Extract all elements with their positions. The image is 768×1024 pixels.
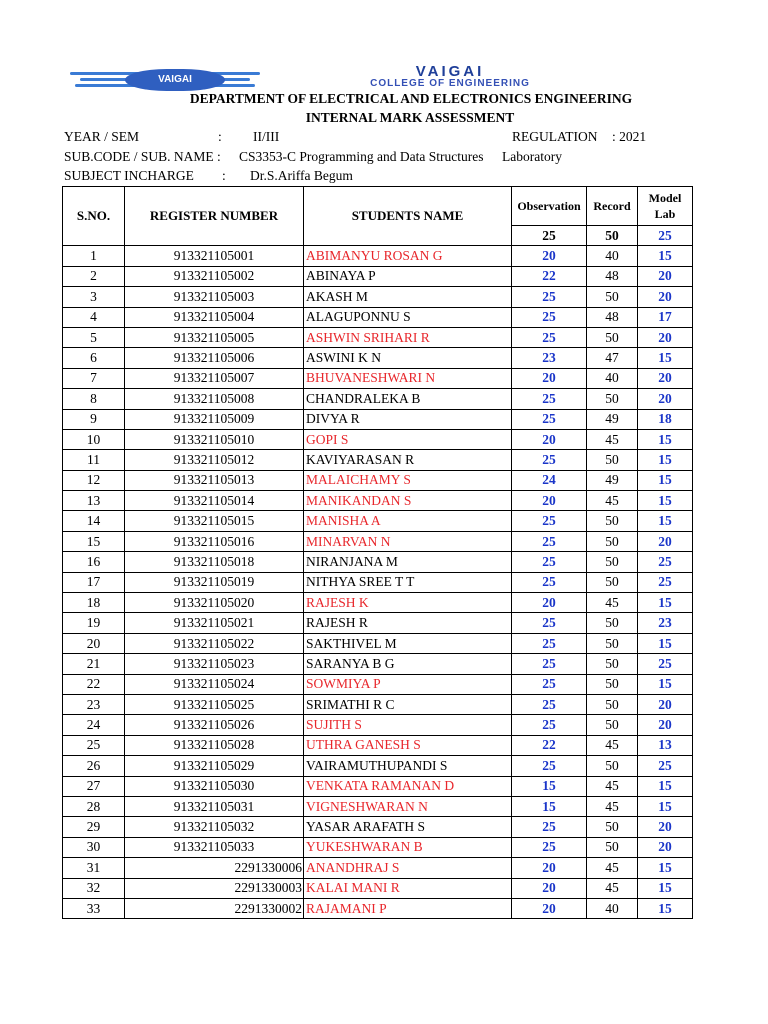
- header-sno: S.NO.: [63, 187, 125, 246]
- table-row: [63, 531, 693, 551]
- row-sno: 17: [63, 572, 125, 592]
- row-model-lab: 20: [638, 327, 693, 347]
- row-student-name: MANIKANDAN S: [304, 491, 512, 511]
- row-record: 49: [587, 470, 638, 490]
- row-student-name: RAJESH K: [304, 593, 512, 613]
- row-student-name: SAKTHIVEL M: [304, 633, 512, 653]
- row-model-lab: 20: [638, 531, 693, 551]
- row-register-number: 913321105022: [125, 633, 304, 653]
- row-register-number: 913321105004: [125, 307, 304, 327]
- row-sno: 24: [63, 715, 125, 735]
- row-student-name: SOWMIYA P: [304, 674, 512, 694]
- table-row: [63, 674, 693, 694]
- table-row: [63, 878, 693, 898]
- row-student-name: VAIRAMUTHUPANDI S: [304, 756, 512, 776]
- row-model-lab: 15: [638, 674, 693, 694]
- row-sno: 23: [63, 694, 125, 714]
- row-sno: 5: [63, 327, 125, 347]
- table-row: [63, 266, 693, 286]
- row-sno: 28: [63, 796, 125, 816]
- regulation-label: REGULATION: [512, 129, 598, 144]
- row-record: 50: [587, 715, 638, 735]
- table-row: [63, 511, 693, 531]
- row-sno: 16: [63, 552, 125, 572]
- row-record: 50: [587, 511, 638, 531]
- logo-subtitle: COLLEGE OF ENGINEERING: [370, 78, 530, 89]
- row-register-number: 2291330003: [125, 878, 304, 898]
- row-observation: 20: [512, 429, 587, 449]
- row-register-number: 913321105007: [125, 368, 304, 388]
- row-model-lab: 15: [638, 593, 693, 613]
- row-student-name: VIGNESHWARAN N: [304, 796, 512, 816]
- row-observation: 22: [512, 735, 587, 755]
- row-model-lab: 15: [638, 858, 693, 878]
- document-title: INTERNAL MARK ASSESSMENT: [305, 110, 515, 125]
- table-row: [63, 429, 693, 449]
- row-student-name: NITHYA SREE T T: [304, 572, 512, 592]
- row-register-number: 913321105019: [125, 572, 304, 592]
- row-sno: 12: [63, 470, 125, 490]
- row-observation: 25: [512, 715, 587, 735]
- row-record: 45: [587, 593, 638, 613]
- max-model-lab: 25: [638, 226, 693, 246]
- row-student-name: VENKATA RAMANAN D: [304, 776, 512, 796]
- row-observation: 20: [512, 246, 587, 266]
- row-model-lab: 25: [638, 756, 693, 776]
- logo-emblem: [70, 66, 270, 94]
- row-record: 49: [587, 409, 638, 429]
- table-row: [63, 450, 693, 470]
- row-observation: 25: [512, 450, 587, 470]
- table-row: [63, 246, 693, 266]
- logo-title: VAIGAI: [415, 63, 485, 80]
- row-model-lab: 20: [638, 694, 693, 714]
- row-model-lab: 25: [638, 654, 693, 674]
- row-student-name: YASAR ARAFATH S: [304, 817, 512, 837]
- row-student-name: KAVIYARASAN R: [304, 450, 512, 470]
- row-sno: 1: [63, 246, 125, 266]
- row-register-number: 913321105003: [125, 287, 304, 307]
- row-model-lab: 15: [638, 878, 693, 898]
- table-row: [63, 287, 693, 307]
- row-student-name: BHUVANESHWARI N: [304, 368, 512, 388]
- table-row: [63, 470, 693, 490]
- table-row: [63, 715, 693, 735]
- row-student-name: NIRANJANA M: [304, 552, 512, 572]
- row-register-number: 913321105031: [125, 796, 304, 816]
- row-model-lab: 17: [638, 307, 693, 327]
- table-row: [63, 368, 693, 388]
- row-sno: 3: [63, 287, 125, 307]
- table-row: [63, 572, 693, 592]
- row-record: 50: [587, 572, 638, 592]
- row-student-name: GOPI S: [304, 429, 512, 449]
- row-record: 50: [587, 287, 638, 307]
- row-observation: 25: [512, 327, 587, 347]
- row-sno: 10: [63, 429, 125, 449]
- row-observation: 20: [512, 878, 587, 898]
- row-observation: 20: [512, 491, 587, 511]
- row-model-lab: 15: [638, 796, 693, 816]
- row-observation: 25: [512, 552, 587, 572]
- row-observation: 25: [512, 409, 587, 429]
- row-register-number: 913321105024: [125, 674, 304, 694]
- year-colon: :: [218, 129, 222, 144]
- row-record: 45: [587, 429, 638, 449]
- row-model-lab: 15: [638, 491, 693, 511]
- row-register-number: 913321105008: [125, 389, 304, 409]
- row-sno: 27: [63, 776, 125, 796]
- row-record: 45: [587, 858, 638, 878]
- row-register-number: 913321105025: [125, 694, 304, 714]
- row-model-lab: 15: [638, 776, 693, 796]
- table-row: [63, 694, 693, 714]
- row-register-number: 913321105001: [125, 246, 304, 266]
- row-student-name: RAJESH R: [304, 613, 512, 633]
- table-row: [63, 409, 693, 429]
- row-record: 48: [587, 307, 638, 327]
- row-sno: 32: [63, 878, 125, 898]
- incharge-label: SUBJECT INCHARGE: [64, 168, 194, 183]
- row-observation: 25: [512, 389, 587, 409]
- table-row: [63, 552, 693, 572]
- row-model-lab: 15: [638, 246, 693, 266]
- row-student-name: MINARVAN N: [304, 531, 512, 551]
- row-sno: 19: [63, 613, 125, 633]
- row-student-name: SRIMATHI R C: [304, 694, 512, 714]
- row-observation: 25: [512, 613, 587, 633]
- subject-value: CS3353-C Programming and Data Structures: [239, 149, 484, 164]
- table-row: [63, 613, 693, 633]
- row-sno: 7: [63, 368, 125, 388]
- row-sno: 14: [63, 511, 125, 531]
- row-record: 40: [587, 246, 638, 266]
- row-student-name: ABIMANYU ROSAN G: [304, 246, 512, 266]
- row-record: 45: [587, 776, 638, 796]
- row-model-lab: 20: [638, 715, 693, 735]
- row-register-number: 913321105033: [125, 837, 304, 857]
- header-register-number: REGISTER NUMBER: [125, 187, 304, 246]
- row-record: 40: [587, 898, 638, 918]
- table-row: [63, 817, 693, 837]
- table-row: [63, 837, 693, 857]
- row-student-name: RAJAMANI P: [304, 898, 512, 918]
- table-header-row: [63, 187, 693, 226]
- incharge-value: Dr.S.Ariffa Begum: [250, 168, 353, 183]
- row-record: 50: [587, 674, 638, 694]
- table-row: [63, 307, 693, 327]
- row-observation: 25: [512, 572, 587, 592]
- row-model-lab: 20: [638, 389, 693, 409]
- row-register-number: 913321105030: [125, 776, 304, 796]
- row-student-name: ALAGUPONNU S: [304, 307, 512, 327]
- table-row: [63, 735, 693, 755]
- row-record: 40: [587, 368, 638, 388]
- row-observation: 25: [512, 511, 587, 531]
- row-observation: 25: [512, 633, 587, 653]
- row-register-number: 913321105013: [125, 470, 304, 490]
- regulation-value: : 2021: [612, 129, 647, 144]
- row-sno: 21: [63, 654, 125, 674]
- row-record: 50: [587, 613, 638, 633]
- row-model-lab: 23: [638, 613, 693, 633]
- row-sno: 15: [63, 531, 125, 551]
- row-observation: 25: [512, 694, 587, 714]
- row-model-lab: 15: [638, 470, 693, 490]
- row-student-name: ASHWIN SRIHARI R: [304, 327, 512, 347]
- row-sno: 33: [63, 898, 125, 918]
- row-record: 50: [587, 694, 638, 714]
- row-record: 45: [587, 491, 638, 511]
- row-record: 45: [587, 735, 638, 755]
- row-student-name: MANISHA A: [304, 511, 512, 531]
- row-sno: 22: [63, 674, 125, 694]
- row-record: 50: [587, 837, 638, 857]
- row-record: 50: [587, 756, 638, 776]
- row-student-name: UTHRA GANESH S: [304, 735, 512, 755]
- table-row: [63, 348, 693, 368]
- row-record: 50: [587, 633, 638, 653]
- row-observation: 15: [512, 796, 587, 816]
- row-register-number: 913321105015: [125, 511, 304, 531]
- row-observation: 20: [512, 593, 587, 613]
- row-record: 48: [587, 266, 638, 286]
- row-sno: 30: [63, 837, 125, 857]
- row-student-name: MALAICHAMY S: [304, 470, 512, 490]
- row-register-number: 2291330006: [125, 858, 304, 878]
- row-register-number: 913321105029: [125, 756, 304, 776]
- header-model-lab: Model Lab: [638, 187, 693, 226]
- row-register-number: 913321105014: [125, 491, 304, 511]
- row-record: 50: [587, 450, 638, 470]
- row-observation: 25: [512, 531, 587, 551]
- header-student-name: STUDENTS NAME: [304, 187, 512, 246]
- row-register-number: 913321105005: [125, 327, 304, 347]
- row-student-name: ASWINI K N: [304, 348, 512, 368]
- row-sno: 4: [63, 307, 125, 327]
- row-register-number: 913321105026: [125, 715, 304, 735]
- row-sno: 31: [63, 858, 125, 878]
- row-register-number: 913321105032: [125, 817, 304, 837]
- table-row: [63, 776, 693, 796]
- row-model-lab: 25: [638, 572, 693, 592]
- row-register-number: 913321105010: [125, 429, 304, 449]
- row-register-number: 913321105021: [125, 613, 304, 633]
- subject-label: SUB.CODE / SUB. NAME :: [64, 149, 221, 164]
- row-record: 50: [587, 531, 638, 551]
- row-record: 45: [587, 878, 638, 898]
- row-record: 50: [587, 552, 638, 572]
- row-sno: 6: [63, 348, 125, 368]
- row-sno: 26: [63, 756, 125, 776]
- row-observation: 24: [512, 470, 587, 490]
- year-value: II/III: [253, 129, 280, 144]
- row-student-name: AKASH M: [304, 287, 512, 307]
- row-register-number: 913321105023: [125, 654, 304, 674]
- logo-wordmark: [300, 63, 600, 92]
- subject-extra: Laboratory: [502, 149, 562, 164]
- header-observation: Observation: [512, 187, 587, 226]
- table-row: [63, 633, 693, 653]
- marks-table: [62, 186, 693, 919]
- row-register-number: 2291330002: [125, 898, 304, 918]
- row-observation: 25: [512, 756, 587, 776]
- row-observation: 25: [512, 307, 587, 327]
- row-model-lab: 15: [638, 429, 693, 449]
- row-observation: 25: [512, 654, 587, 674]
- row-sno: 9: [63, 409, 125, 429]
- row-sno: 11: [63, 450, 125, 470]
- row-model-lab: 15: [638, 450, 693, 470]
- row-model-lab: 13: [638, 735, 693, 755]
- incharge-colon: :: [222, 168, 226, 183]
- table-row: [63, 796, 693, 816]
- row-register-number: 913321105006: [125, 348, 304, 368]
- row-observation: 22: [512, 266, 587, 286]
- max-record: 50: [587, 226, 638, 246]
- row-student-name: YUKESHWARAN B: [304, 837, 512, 857]
- header-record: Record: [587, 187, 638, 226]
- row-observation: 20: [512, 858, 587, 878]
- row-sno: 25: [63, 735, 125, 755]
- row-record: 50: [587, 817, 638, 837]
- row-register-number: 913321105016: [125, 531, 304, 551]
- row-register-number: 913321105012: [125, 450, 304, 470]
- row-observation: 25: [512, 674, 587, 694]
- row-model-lab: 20: [638, 817, 693, 837]
- row-observation: 25: [512, 837, 587, 857]
- row-model-lab: 20: [638, 266, 693, 286]
- row-model-lab: 20: [638, 368, 693, 388]
- row-student-name: ABINAYA P: [304, 266, 512, 286]
- row-model-lab: 25: [638, 552, 693, 572]
- table-row: [63, 389, 693, 409]
- row-sno: 29: [63, 817, 125, 837]
- logo-badge: VAIGAI: [125, 69, 225, 91]
- row-model-lab: 15: [638, 511, 693, 531]
- year-label: YEAR / SEM: [64, 129, 140, 144]
- row-model-lab: 18: [638, 409, 693, 429]
- row-record: 50: [587, 327, 638, 347]
- row-register-number: 913321105002: [125, 266, 304, 286]
- row-record: 50: [587, 654, 638, 674]
- row-student-name: SARANYA B G: [304, 654, 512, 674]
- row-record: 45: [587, 796, 638, 816]
- table-row: [63, 593, 693, 613]
- row-register-number: 913321105009: [125, 409, 304, 429]
- max-observation: 25: [512, 226, 587, 246]
- row-student-name: KALAI MANI R: [304, 878, 512, 898]
- row-student-name: ANANDHRAJ S: [304, 858, 512, 878]
- table-row: [63, 858, 693, 878]
- row-model-lab: 15: [638, 633, 693, 653]
- row-register-number: 913321105018: [125, 552, 304, 572]
- table-row: [63, 491, 693, 511]
- row-student-name: DIVYA R: [304, 409, 512, 429]
- row-observation: 25: [512, 817, 587, 837]
- row-student-name: CHANDRALEKA B: [304, 389, 512, 409]
- row-register-number: 913321105028: [125, 735, 304, 755]
- row-observation: 20: [512, 898, 587, 918]
- row-sno: 13: [63, 491, 125, 511]
- row-student-name: SUJITH S: [304, 715, 512, 735]
- row-model-lab: 15: [638, 348, 693, 368]
- table-row: [63, 898, 693, 918]
- table-row: [63, 756, 693, 776]
- row-model-lab: 20: [638, 837, 693, 857]
- row-observation: 25: [512, 287, 587, 307]
- row-model-lab: 15: [638, 898, 693, 918]
- row-sno: 2: [63, 266, 125, 286]
- table-row: [63, 327, 693, 347]
- row-observation: 15: [512, 776, 587, 796]
- table-row: [63, 654, 693, 674]
- row-sno: 8: [63, 389, 125, 409]
- row-record: 50: [587, 389, 638, 409]
- row-model-lab: 20: [638, 287, 693, 307]
- row-sno: 18: [63, 593, 125, 613]
- row-sno: 20: [63, 633, 125, 653]
- row-observation: 23: [512, 348, 587, 368]
- row-record: 47: [587, 348, 638, 368]
- department-title: DEPARTMENT OF ELECTRICAL AND ELECTRONICS ENGINEERING: [189, 91, 633, 106]
- row-observation: 20: [512, 368, 587, 388]
- row-register-number: 913321105020: [125, 593, 304, 613]
